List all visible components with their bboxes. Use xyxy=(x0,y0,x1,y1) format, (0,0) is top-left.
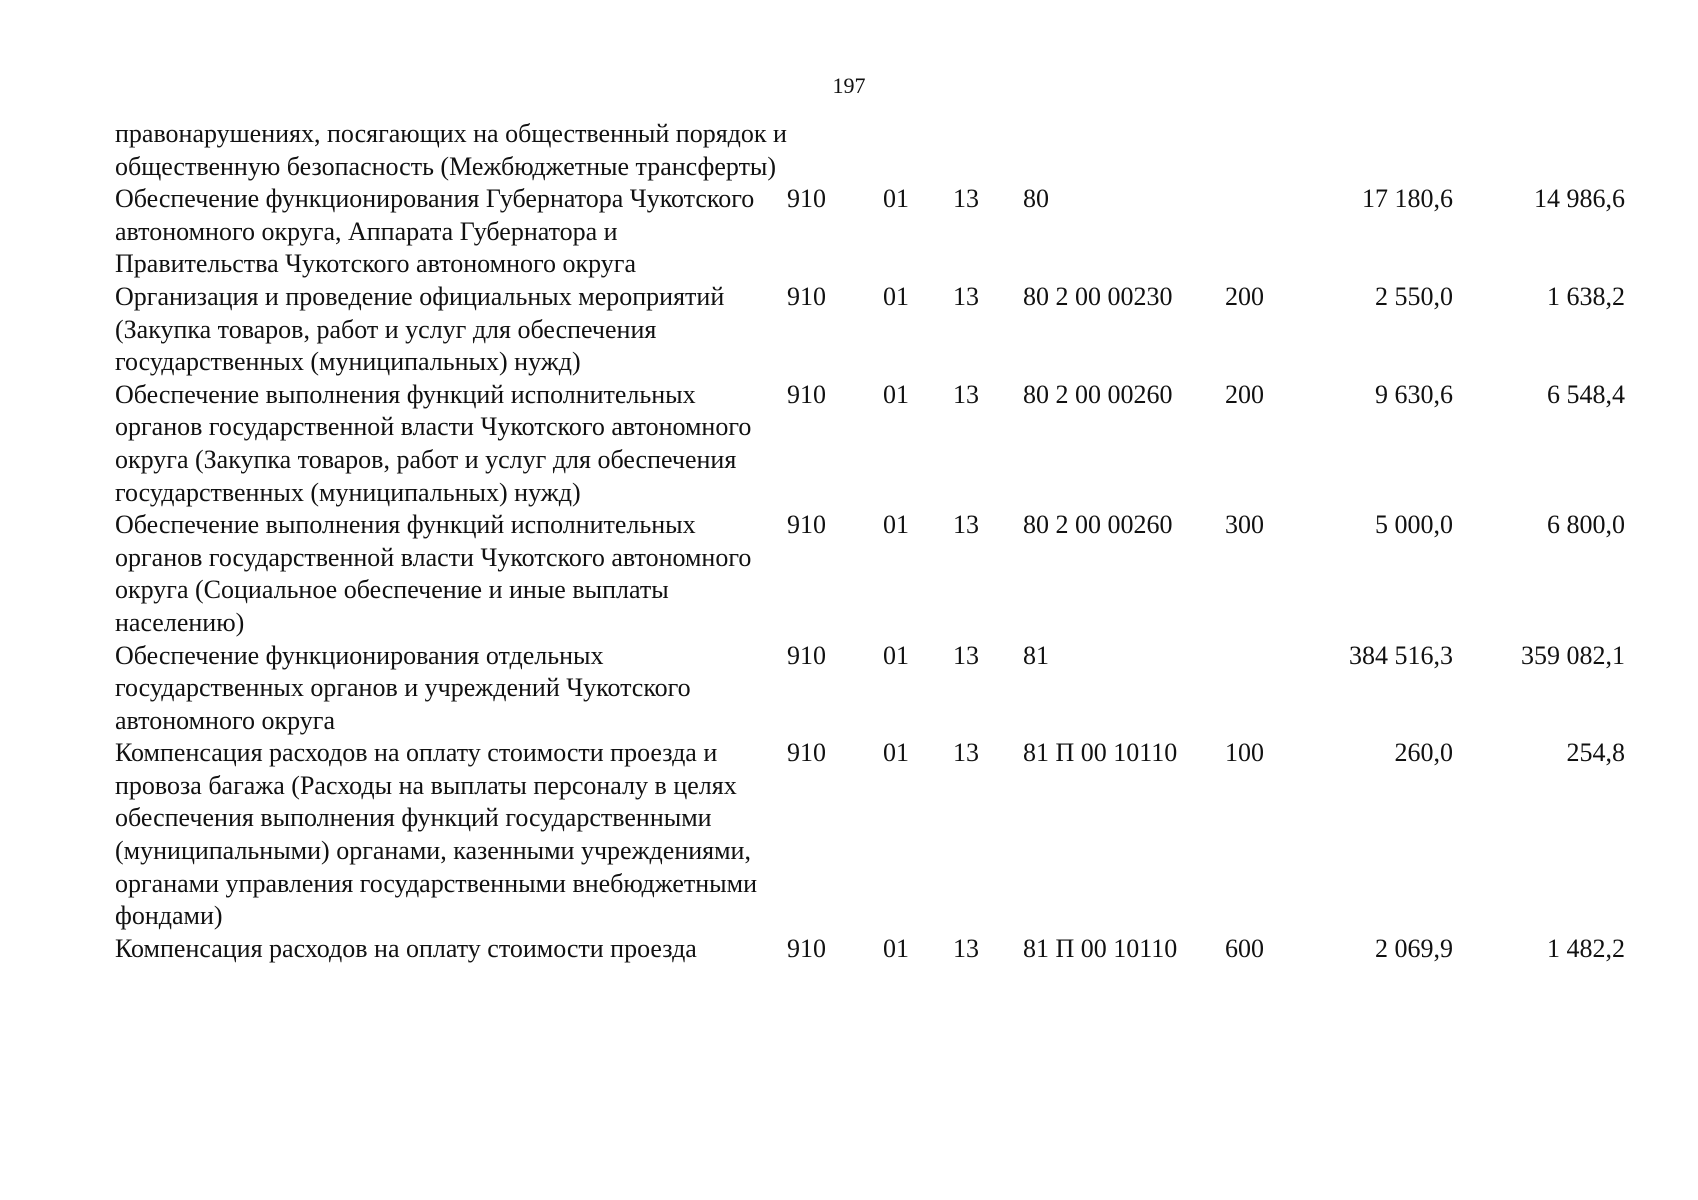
row-expense-type: 600 xyxy=(1225,933,1264,963)
row-section: 01 xyxy=(883,640,909,670)
row-target-article: 80 2 00 00230 xyxy=(1023,281,1173,311)
row-section: 01 xyxy=(883,379,909,409)
row-amount-2: 254,8 xyxy=(1566,738,1625,768)
row-section: 01 xyxy=(883,510,909,540)
row-expense-type: 300 xyxy=(1225,510,1264,540)
row-grbs: 910 xyxy=(787,184,826,214)
table-row xyxy=(115,933,1625,966)
row-name: Обеспечение выполнения функций исполнительных органов государственной власти Чукотского автономного округа (Социальное обеспечение и иные выплаты населению) xyxy=(115,510,752,637)
row-amount-1: 9 630,6 xyxy=(1375,379,1453,409)
row-section: 01 xyxy=(883,281,909,311)
table-row xyxy=(115,281,1625,379)
row-target-article: 80 xyxy=(1023,184,1049,214)
table-row xyxy=(115,737,1625,933)
row-grbs: 910 xyxy=(787,281,826,311)
row-grbs: 910 xyxy=(787,510,826,540)
row-amount-1: 2 550,0 xyxy=(1375,281,1453,311)
row-name: Обеспечение функционирования отдельных государственных органов и учреждений Чукотского автономного округа xyxy=(115,640,691,735)
table-row xyxy=(115,379,1625,509)
row-section: 01 xyxy=(883,933,909,963)
row-expense-type xyxy=(1225,118,1315,183)
table-row xyxy=(115,509,1625,639)
row-expense-type xyxy=(1225,640,1315,738)
row-section: 01 xyxy=(883,184,909,214)
row-amount-2: 1 638,2 xyxy=(1547,281,1625,311)
row-subsection: 13 xyxy=(953,281,979,311)
row-amount-2: 1 482,2 xyxy=(1547,933,1625,963)
row-amount-1: 260,0 xyxy=(1394,738,1453,768)
row-section: 01 xyxy=(883,738,909,768)
row-name: Организация и проведение официальных мероприятий (Закупка товаров, работ и услуг для обеспечения государственных (муниципальных) нужд) xyxy=(115,281,725,377)
row-amount-1: 384 516,3 xyxy=(1349,640,1453,670)
budget-table xyxy=(115,118,1625,965)
row-name: Обеспечение функционирования Губернатора Чукотского автономного округа, Аппарата Губернатора и Правительства Чукотского автономного округа xyxy=(115,184,755,279)
row-subsection: 13 xyxy=(953,933,979,963)
table-row xyxy=(115,640,1625,738)
row-grbs xyxy=(787,118,883,183)
row-target-article: 81 П 00 10110 xyxy=(1023,738,1178,768)
row-subsection: 13 xyxy=(953,379,979,409)
row-amount-2: 6 800,0 xyxy=(1547,510,1625,540)
row-amount-1: 5 000,0 xyxy=(1375,510,1453,540)
row-subsection: 13 xyxy=(953,738,979,768)
row-subsection: 13 xyxy=(953,510,979,540)
page-number: 197 xyxy=(832,73,866,98)
row-grbs: 910 xyxy=(787,379,826,409)
row-target-article: 80 2 00 00260 xyxy=(1023,379,1173,409)
row-target-article xyxy=(1023,118,1225,183)
row-subsection: 13 xyxy=(953,640,979,670)
row-expense-type xyxy=(1225,183,1315,281)
row-grbs: 910 xyxy=(787,640,826,670)
row-target-article: 81 П 00 10110 xyxy=(1023,933,1178,963)
table-row xyxy=(115,118,1625,183)
row-amount-1: 2 069,9 xyxy=(1375,933,1453,963)
row-grbs: 910 xyxy=(787,933,826,963)
row-subsection xyxy=(953,118,1023,183)
row-amount-2: 359 082,1 xyxy=(1521,640,1625,670)
row-amount-1 xyxy=(1315,118,1453,183)
row-expense-type: 200 xyxy=(1225,281,1264,311)
row-grbs: 910 xyxy=(787,738,826,768)
row-target-article: 80 2 00 00260 xyxy=(1023,510,1173,540)
row-name: правонарушениях, посягающих на общественный порядок и общественную безопасность (Межбюджетные трансферты) xyxy=(115,119,787,181)
row-amount-2: 6 548,4 xyxy=(1547,379,1625,409)
row-expense-type: 200 xyxy=(1225,379,1264,409)
row-subsection: 13 xyxy=(953,184,979,214)
row-amount-1: 17 180,6 xyxy=(1362,184,1453,214)
row-name: Компенсация расходов на оплату стоимости проезда xyxy=(115,933,697,963)
row-amount-2: 14 986,6 xyxy=(1534,184,1625,214)
table-row xyxy=(115,183,1625,281)
row-name: Обеспечение выполнения функций исполнительных органов государственной власти Чукотского автономного округа (Закупка товаров, работ и услуг для обеспечения государственных (муниципальных) нужд) xyxy=(115,379,752,507)
row-section xyxy=(883,118,953,183)
row-amount-2 xyxy=(1453,118,1625,183)
row-expense-type: 100 xyxy=(1225,738,1264,768)
row-name: Компенсация расходов на оплату стоимости проезда и провоза багажа (Расходы на выплаты персоналу в целях обеспечения выполнения функций государственными (муниципальными) органами, казенными учреждениями, органами управления государственными внебюджетными фондами) xyxy=(115,738,758,931)
row-target-article: 81 xyxy=(1023,640,1049,670)
